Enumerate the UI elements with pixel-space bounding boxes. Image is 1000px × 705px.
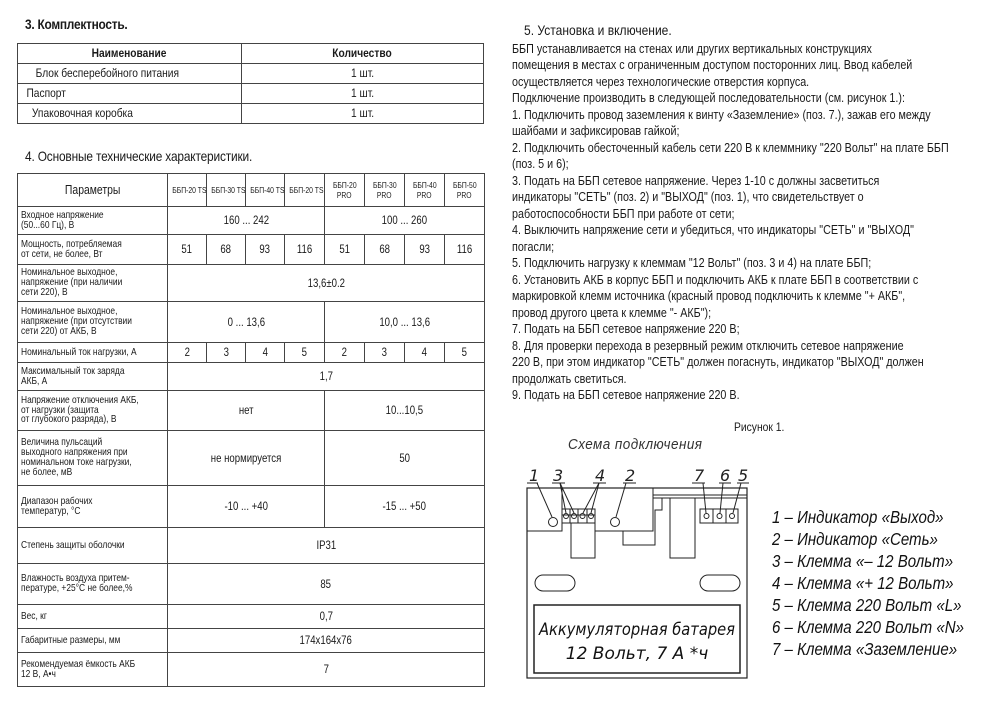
step-line: 2. Подключить обесточенный кабель сети 220 В к клеммнику "220 Вольт" на плате ББП: [512, 140, 949, 155]
table-row: [18, 564, 485, 605]
callout-3: 3: [553, 466, 564, 485]
step-line: 7. Подать на ББП сетевое напряжение 220 В;: [512, 322, 740, 336]
param-label: Максимальный ток заряда АКБ, А: [18, 363, 168, 391]
paragraph-line: Подключение производить в следующей последовательности (см. рисунок 1.):: [512, 91, 905, 105]
paragraph-line: ББП устанавливается на стенах или других вертикальных конструкциях: [512, 41, 872, 56]
item-name: Упаковочная коробка: [18, 104, 242, 124]
value: 13,6±0.2: [168, 265, 485, 302]
legend-item: 2 – Индикатор «Сеть»: [772, 529, 938, 549]
installation-section: [512, 22, 992, 404]
step-line: шайбами и зафиксировав гайкой;: [512, 124, 680, 138]
value: 116: [285, 235, 325, 265]
legend-item: 5 – Клемма 220 Вольт «L»: [772, 595, 962, 615]
table-row: [18, 486, 485, 528]
paragraph-line: осуществляется через технологические отверстия корпуса.: [512, 74, 810, 89]
paragraph-line: помещения в местах с ограниченным доступом посторонних лиц. Ввод кабелей: [512, 58, 913, 72]
value: 5: [445, 343, 485, 363]
legend-item: 1 – Индикатор «Выход»: [772, 507, 944, 527]
schema-title: Схема подключения: [568, 436, 703, 453]
callout-2: 2: [625, 466, 636, 485]
step-line: 9. Подать на ББП сетевое напряжение 220 В.: [512, 388, 740, 402]
table-header-row: [18, 44, 484, 64]
step-line: 8. Для проверки перехода в резервный режим отключить сетевое напряжение: [512, 338, 904, 353]
legend-item: 4 – Клемма «+ 12 Вольт»: [772, 573, 954, 593]
value: 2: [325, 343, 365, 363]
figure-legend: [772, 506, 995, 660]
param-label: Входное напряжение (50...60 Гц), В: [18, 207, 168, 235]
column-header-name: Наименование: [18, 44, 242, 64]
table-row: [18, 363, 485, 391]
param-label: Вес, кг: [18, 605, 168, 629]
param-label: Номинальный ток нагрузки, А: [18, 343, 168, 363]
value: 51: [168, 235, 207, 265]
table-row: [18, 653, 485, 687]
specs-table: [17, 173, 485, 687]
value: 93: [246, 235, 285, 265]
column-header-model: ББП-20 TS: [168, 174, 207, 207]
table-row: [18, 605, 485, 629]
callout-7: 7: [694, 466, 705, 485]
column-header-model: ББП-50 PRO: [445, 174, 485, 207]
value: 1,7: [168, 363, 485, 391]
value-pro: 50: [325, 431, 485, 486]
table-row: [18, 64, 484, 84]
value: 93: [405, 235, 445, 265]
step-line: 1. Подключить провод заземления к винту «Заземление» (поз. 7.), зажав его между: [512, 107, 931, 122]
table-row: [18, 431, 485, 486]
step-line: 220 В, при этом индикатор "СЕТЬ" должен погаснуть, индикатор "ВЫХОД" должен: [512, 355, 924, 369]
value-pro: -15 ... +50: [325, 486, 485, 528]
table-row: [18, 235, 485, 265]
step-line: (поз. 5 и 6);: [512, 157, 569, 171]
value: IP31: [168, 528, 485, 564]
section-3-title: 3. Комплектность.: [25, 16, 128, 32]
section-5-title: 5. Установка и включение.: [524, 22, 672, 38]
legend-item: 3 – Клемма «– 12 Вольт»: [772, 551, 954, 571]
table-row: [18, 104, 484, 124]
table-row: [18, 528, 485, 564]
value-pro: 10,0 ... 13,6: [325, 302, 485, 343]
value-ts: -10 ... +40: [168, 486, 325, 528]
value: 51: [325, 235, 365, 265]
column-header-model: ББП-40 PRO: [405, 174, 445, 207]
param-label: Напряжение отключения АКБ, от нагрузки (защита от глубокого разряда), В: [18, 391, 168, 431]
legend-item: 6 – Клемма 220 Вольт «N»: [772, 617, 964, 637]
value: 2: [168, 343, 207, 363]
legend-item: 7 – Клемма «Заземление»: [772, 639, 958, 659]
table-row: [18, 207, 485, 235]
step-line: индикаторы "СЕТЬ" (поз. 2) и "ВЫХОД" (поз. 1), что свидетельствует о: [512, 190, 864, 204]
table-row: [18, 629, 485, 653]
value-pro: 100 ... 260: [325, 207, 485, 235]
figure-label: Рисунок 1.: [734, 420, 785, 434]
value-ts: нет: [168, 391, 325, 431]
table-row: [18, 343, 485, 363]
step-line: 5. Подключить нагрузку к клеммам "12 Вольт" (поз. 3 и 4) на плате ББП;: [512, 256, 872, 270]
table-row: [18, 391, 485, 431]
item-name: Паспорт: [18, 84, 242, 104]
param-label: Рекомендуемая ёмкость АКБ 12 В, А•ч: [18, 653, 168, 687]
column-header-model: ББП-30 TS: [207, 174, 246, 207]
value: 4: [405, 343, 445, 363]
value: 68: [365, 235, 405, 265]
value: 4: [246, 343, 285, 363]
value: 174x164x76: [168, 629, 485, 653]
item-name: Блок бесперебойного питания: [18, 64, 242, 84]
value-ts: 160 ... 242: [168, 207, 325, 235]
param-label: Диапазон рабочих температур, °С: [18, 486, 168, 528]
param-label: Габаритные размеры, мм: [18, 629, 168, 653]
table-row: [18, 302, 485, 343]
param-label: Степень защиты оболочки: [18, 528, 168, 564]
battery-label-line2: 12 Вольт, 7 А *ч: [565, 644, 709, 664]
column-header-parameters: Параметры: [18, 174, 168, 207]
step-line: маркировкой клемм источника (красный провод подключить к клемме "+ АКБ",: [512, 289, 906, 303]
param-label: Влажность воздуха притем- пературе, +25°С не более,%: [18, 564, 168, 605]
battery-label-line1: Аккумуляторная батарея: [538, 620, 735, 640]
step-line: провод другого цвета к клемме "- АКБ");: [512, 305, 712, 320]
column-header-model: ББП-20 PRO: [325, 174, 365, 207]
step-line: погасли;: [512, 239, 555, 254]
completeness-table: [17, 43, 484, 124]
column-header-model: ББП-40 TS: [246, 174, 285, 207]
value: 0,7: [168, 605, 485, 629]
item-quantity: 1 шт.: [241, 64, 483, 84]
value: 3: [365, 343, 405, 363]
column-header-quantity: Количество: [241, 44, 483, 64]
column-header-model: ББП-20 TS: [285, 174, 325, 207]
value: 116: [445, 235, 485, 265]
value-ts: не нормируется: [168, 431, 325, 486]
param-label: Мощность, потребляемая от сети, не более, Вт: [18, 235, 168, 265]
step-line: продолжать светиться.: [512, 371, 627, 386]
value-pro: 10...10,5: [325, 391, 485, 431]
callout-4: 4: [595, 466, 606, 485]
step-line: 6. Установить АКБ в корпус ББП и подключить АКБ к плате ББП в соответствии с: [512, 272, 919, 287]
value: 85: [168, 564, 485, 605]
step-line: работоспособности ББП при работе от сети;: [512, 206, 735, 221]
param-label: Номинальное выходное, напряжение (при отсутствии сети 220) от АКБ, В: [18, 302, 168, 343]
param-label: Номинальное выходное, напряжение (при наличии сети 220), В: [18, 265, 168, 302]
value: 5: [285, 343, 325, 363]
callout-6: 6: [720, 466, 731, 485]
step-line: 4. Выключить напряжение сети и убедиться, что индикаторы "СЕТЬ" и "ВЫХОД": [512, 223, 914, 237]
column-header-model: ББП-30 PRO: [365, 174, 405, 207]
callout-5: 5: [738, 466, 749, 485]
value: 68: [207, 235, 246, 265]
value: 3: [207, 343, 246, 363]
step-line: 3. Подать на ББП сетевое напряжение. Через 1-10 с должны засветиться: [512, 173, 880, 188]
param-label: Величина пульсаций выходного напряжения при номинальном токе нагрузки, не более, мВ: [18, 431, 168, 486]
callout-1: 1: [529, 466, 540, 485]
table-row: [18, 84, 484, 104]
item-quantity: 1 шт.: [241, 104, 483, 124]
section-4-title: 4. Основные технические характеристики.: [25, 148, 253, 164]
table-header-row: [18, 174, 485, 207]
value: 7: [168, 653, 485, 687]
item-quantity: 1 шт.: [241, 84, 483, 104]
table-row: [18, 265, 485, 302]
connection-diagram: [515, 465, 775, 685]
value-ts: 0 ... 13,6: [168, 302, 325, 343]
